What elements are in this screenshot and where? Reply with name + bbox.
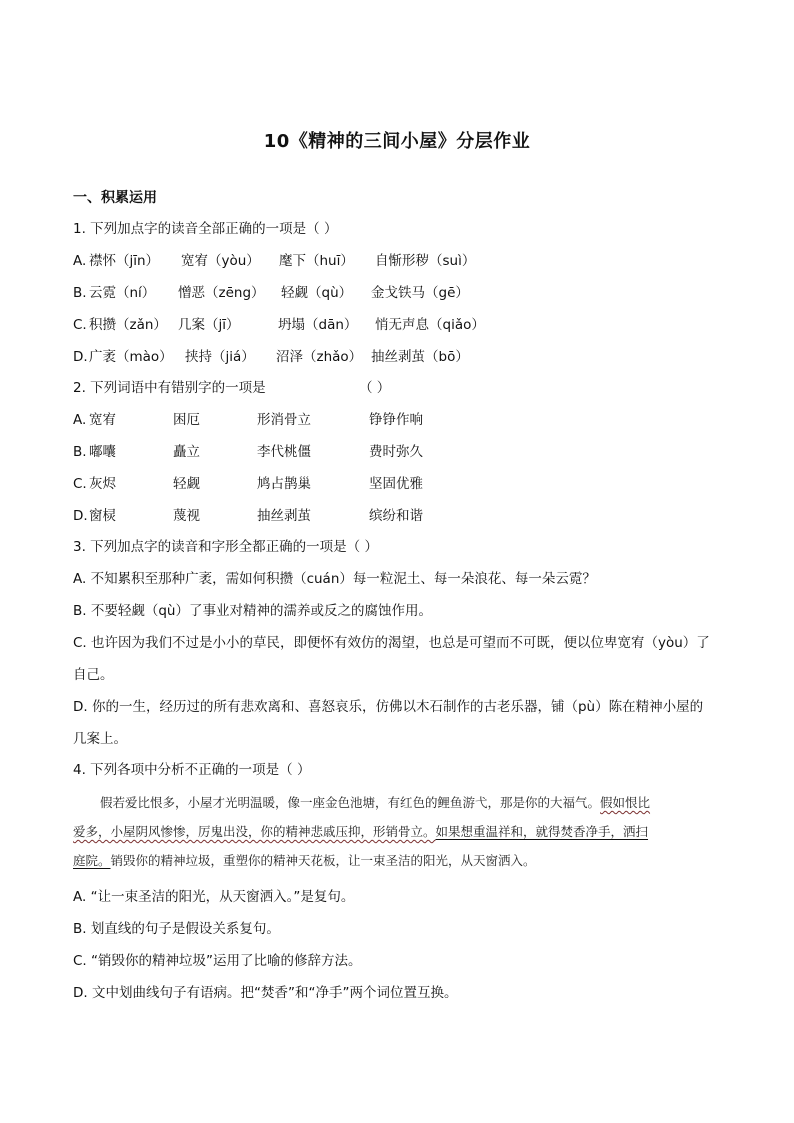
option-letter: D. bbox=[73, 508, 88, 524]
option-item: 抽丝剥茧（bō） bbox=[371, 349, 469, 365]
option-item: 麾下（huī） bbox=[279, 253, 354, 269]
option-item: 积攒（zǎn） bbox=[89, 317, 167, 333]
option-item: 灰烬 bbox=[89, 476, 116, 492]
document-title: 10《精神的三间小屋》分层作业 bbox=[263, 131, 531, 152]
question-1-stem: 1. 下列加点字的读音全部正确的一项是（ ） bbox=[73, 221, 338, 237]
option-item: 抽丝剥茧 bbox=[257, 508, 311, 524]
question-3-option-b: B. 不要轻觑（qù）了事业对精神的濡养或反之的腐蚀作用。 bbox=[73, 603, 432, 619]
option-item: 形消骨立 bbox=[257, 412, 311, 428]
passage-line bbox=[73, 817, 723, 846]
passage-text: 假若爱比恨多，小屋才光明温暖，像一座金色池塘，有红色的鲤鱼游弋，那是你的大福气。 bbox=[100, 795, 601, 810]
option-item: 宽宥 bbox=[89, 412, 116, 428]
wavy-underlined-sentence: 假如恨比 bbox=[600, 795, 651, 810]
passage-text: 销毁你的精神垃圾，重塑你的精神天花板，让一束圣洁的阳光，从天窗洒入。 bbox=[110, 853, 536, 868]
question-3-option-c: C. 也许因为我们不过是小小的草民，即便怀有效仿的渴望，也总是可望而不可既，便以位卑宽宥（yòu）了 bbox=[73, 635, 710, 651]
section-heading: 一、积累运用 bbox=[73, 190, 157, 206]
option-item: 坍塌（dān） bbox=[278, 317, 358, 333]
question-4-stem: 4. 下列各项中分析不正确的一项是（ ） bbox=[73, 762, 311, 778]
answer-paren: （ ） bbox=[359, 380, 391, 396]
option-letter: C. bbox=[73, 476, 87, 492]
wavy-underlined-sentence: 爱多，小屋阴风惨惨，厉鬼出没，你的精神悲戚压抑，形销骨立。 bbox=[73, 824, 436, 839]
option-item: 襟怀（jīn） bbox=[89, 253, 160, 269]
option-item: 蔑视 bbox=[173, 508, 200, 524]
passage-line bbox=[73, 788, 723, 817]
option-item: 憎恶（zēng） bbox=[178, 285, 265, 301]
option-item: 费时弥久 bbox=[369, 444, 423, 460]
question-3-option-d-continued: 几案上。 bbox=[73, 731, 127, 747]
option-letter: A. bbox=[73, 412, 87, 428]
option-item: 缤纷和谐 bbox=[369, 508, 423, 524]
option-item: 自惭形秽（suì） bbox=[375, 253, 476, 269]
option-item: 几案（jī） bbox=[178, 317, 240, 333]
option-item: 困厄 bbox=[173, 412, 200, 428]
straight-underlined-sentence: 庭院。 bbox=[73, 853, 111, 868]
option-letter: A. bbox=[73, 253, 87, 269]
option-letter: D. bbox=[73, 349, 88, 365]
option-letter: C. bbox=[73, 317, 87, 333]
question-3-option-a: A. 不知累积至那种广袤，需如何积攒（cuán）每一粒泥土、每一朵浪花、每一朵云霓？ bbox=[73, 571, 596, 587]
question-3-option-c-continued: 自己。 bbox=[73, 667, 114, 683]
option-item: 宽宥（yòu） bbox=[181, 253, 260, 269]
option-item: 悄无声息（qiǎo） bbox=[375, 317, 485, 333]
option-item: 沼泽（zhǎo） bbox=[276, 349, 363, 365]
option-item: 金戈铁马（gē） bbox=[371, 285, 469, 301]
question-4-option-c: C. “销毁你的精神垃圾”运用了比喻的修辞方法。 bbox=[73, 953, 362, 969]
option-item: 轻觑（qù） bbox=[281, 285, 353, 301]
option-item: 轻觑 bbox=[173, 476, 200, 492]
option-item: 鸠占鹊巢 bbox=[257, 476, 311, 492]
option-item: 挟持（jiá） bbox=[185, 349, 255, 365]
option-item: 坚固优雅 bbox=[369, 476, 423, 492]
option-item: 李代桃僵 bbox=[257, 444, 311, 460]
option-item: 铮铮作响 bbox=[369, 412, 423, 428]
option-item: 矗立 bbox=[173, 444, 200, 460]
option-item: 窗棂 bbox=[89, 508, 116, 524]
option-item: 广袤（mào） bbox=[89, 349, 173, 365]
option-letter: B. bbox=[73, 285, 87, 301]
question-4-option-a: A. “让一束圣洁的阳光，从天窗洒入。”是复句。 bbox=[73, 889, 355, 905]
question-2-stem bbox=[73, 378, 391, 398]
option-item: 云霓（ní） bbox=[89, 285, 156, 301]
question-3-option-d: D. 你的一生，经历过的所有悲欢离和、喜怒哀乐，仿佛以木石制作的古老乐器，铺（pù）陈在精神小屋的 bbox=[73, 699, 704, 715]
passage-line bbox=[73, 846, 723, 875]
option-item: 嘟囔 bbox=[89, 444, 116, 460]
option-letter: B. bbox=[73, 444, 87, 460]
question-4-option-b: B. 划直线的句子是假设关系复句。 bbox=[73, 921, 280, 937]
reading-passage bbox=[73, 788, 723, 875]
question-3-stem: 3. 下列加点字的读音和字形全都正确的一项是（ ） bbox=[73, 539, 378, 555]
straight-underlined-sentence: 如果想重温祥和，就得焚香净手，洒扫 bbox=[435, 824, 649, 839]
question-4-option-d: D. 文中划曲线句子有语病。把“焚香”和“净手”两个词位置互换。 bbox=[73, 985, 458, 1001]
question-2-text: 2. 下列词语中有错别字的一项是 bbox=[73, 380, 266, 396]
